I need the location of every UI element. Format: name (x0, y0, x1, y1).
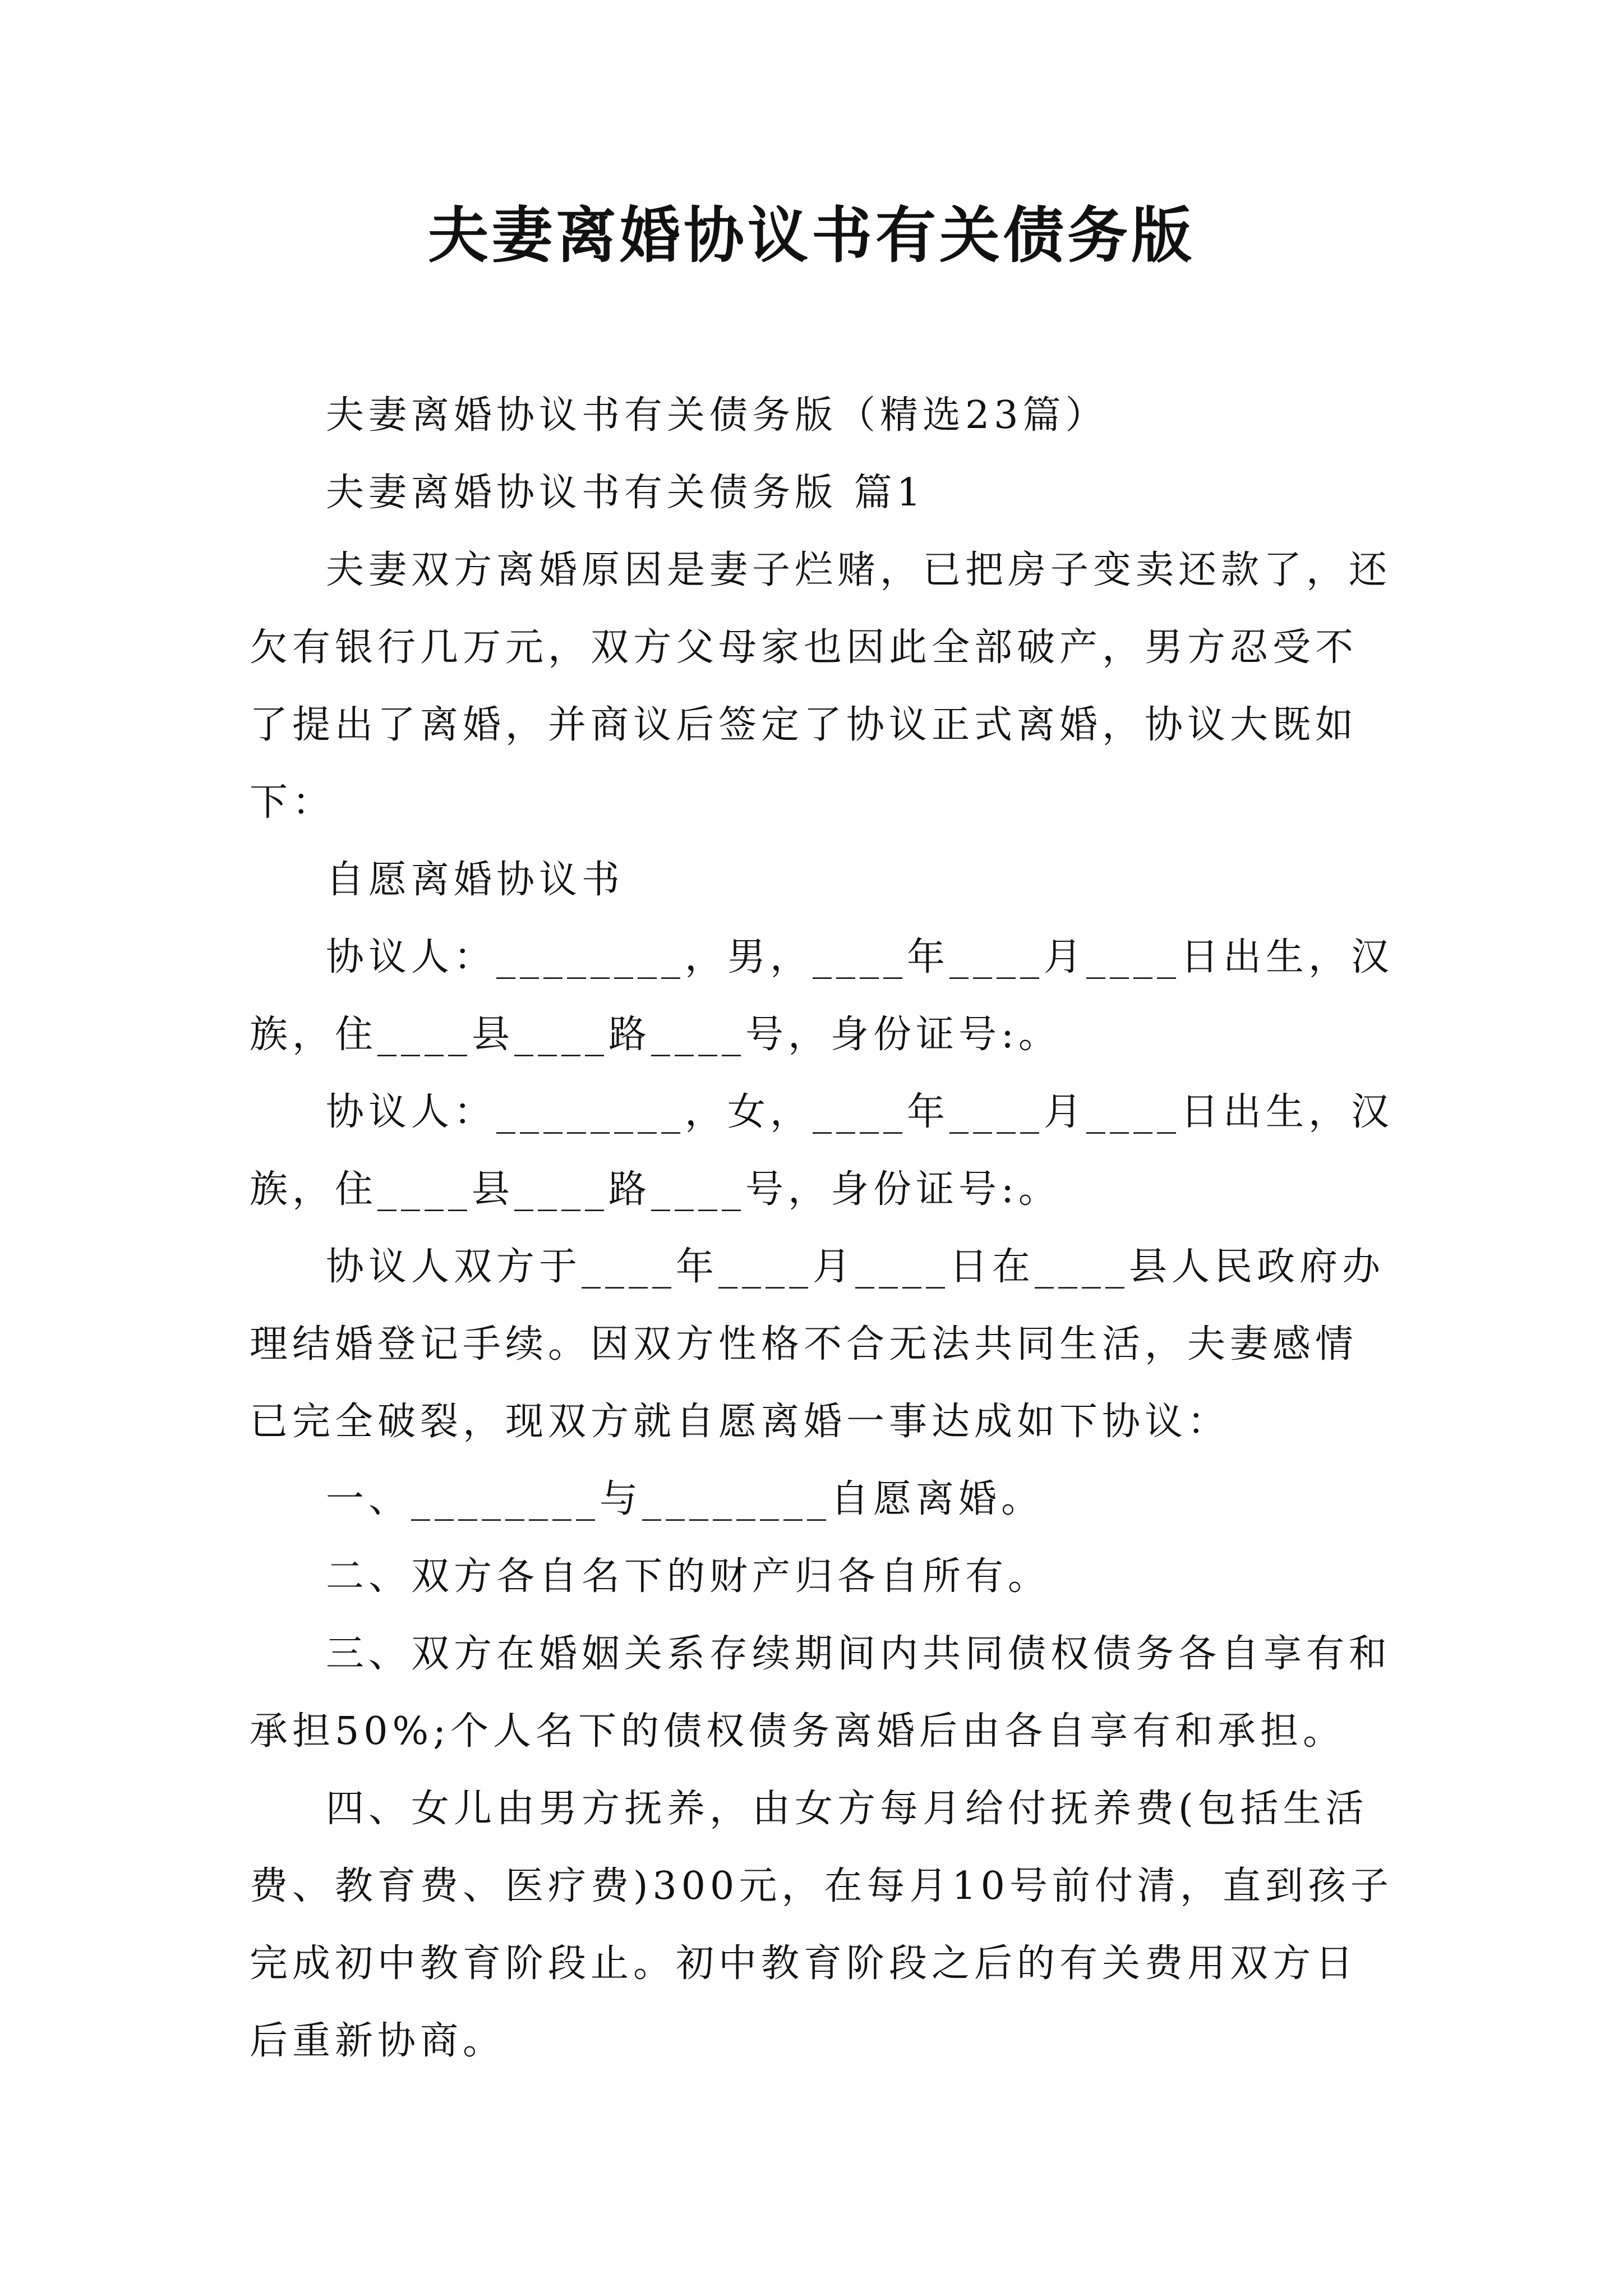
paragraph-party-female: 协议人：________，女，____年____月____日出生，汉族，住____县____路____号，身份证号:。 (250, 1090, 1394, 1212)
paragraph-clause-3: 三、双方在婚姻关系存续期间内共同债权债务各自享有和承担50%;个人名下的债权债务离婚后由各自享有和承担。 (250, 1632, 1392, 1754)
paragraph-party-male: 协议人：________，男，____年____月____日出生，汉族，住____县____路____号，身份证号:。 (250, 935, 1394, 1057)
document-body (250, 377, 1394, 2080)
paragraph-clause-2: 二、双方各自名下的财产归各自所有。 (326, 1554, 1051, 1599)
paragraph-intro: 夫妻双方离婚原因是妻子烂赌，已把房子变卖还款了，还欠有银行几万元，双方父母家也因此全部破产，男方忍受不了提出了离婚，并商议后签定了协议正式离婚，协议大既如下： (250, 548, 1392, 825)
paragraph-section-heading: 夫妻离婚协议书有关债务版 篇1 (326, 471, 925, 515)
paragraph-marriage-registration: 协议人双方于____年____月____日在____县人民政府办理结婚登记手续。因双方性格不合无法共同生活，夫妻感情已完全破裂，现双方就自愿离婚一事达成如下协议： (250, 1245, 1385, 1444)
paragraph-clause-1: 一、________与________自愿离婚。 (326, 1477, 1044, 1521)
document-title: 夫妻离婚协议书有关债务版 (427, 200, 1195, 271)
paragraph-agreement-title: 自愿离婚协议书 (326, 858, 625, 902)
paragraph-clause-4: 四、女儿由男方抚养，由女方每月给付抚养费(包括生活费、教育费、医疗费)300元，在每月10号前付清，直到孩子完成初中教育阶段止。初中教育阶段之后的有关费用双方日后重新协商。 (250, 1787, 1393, 2063)
paragraph-subtitle: 夫妻离婚协议书有关债务版（精选23篇） (326, 393, 1108, 438)
